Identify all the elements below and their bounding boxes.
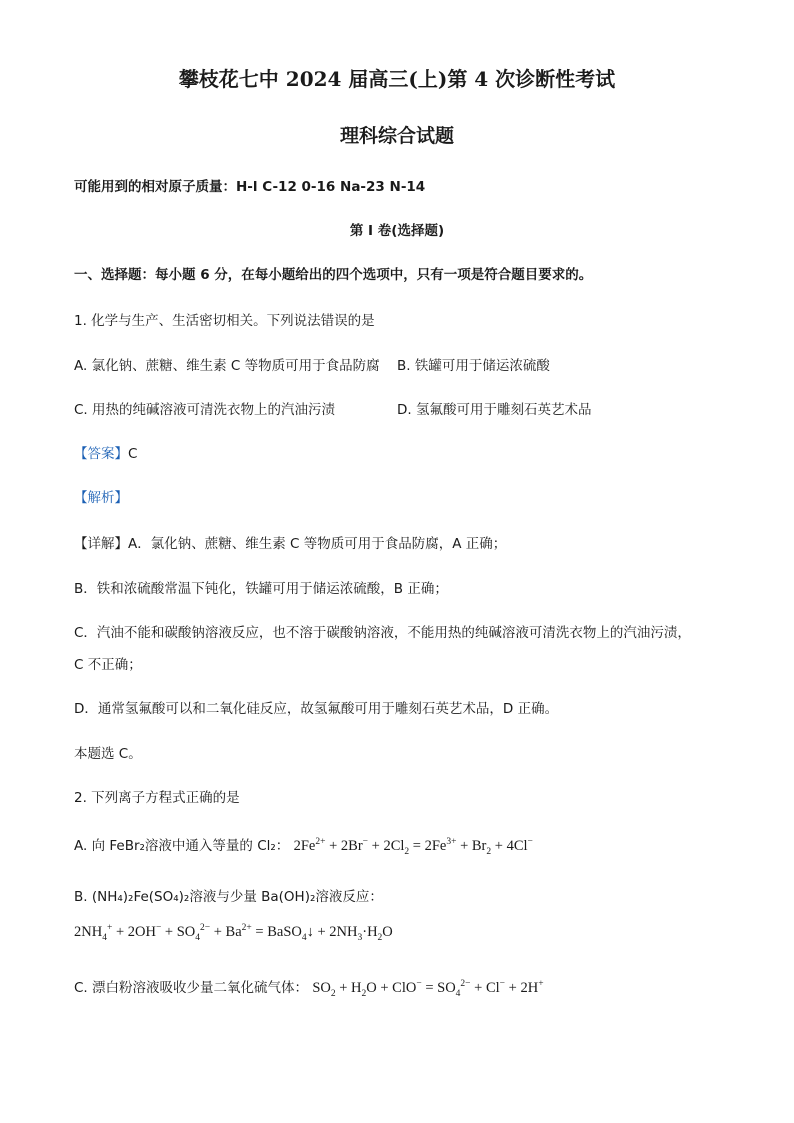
page-title: 攀枝花七中 2024 届高三(上)第 4 次诊断性考试 xyxy=(178,67,616,91)
detail-c-line1: C．汽油不能和碳酸钠溶液反应，也不溶于碳酸钠溶液，不能用热的纯碱溶液可清洗衣物上的汽油污渍， xyxy=(74,625,691,641)
question-1-stem: 1. 化学与生产、生活密切相关。下列说法错误的是 xyxy=(74,313,375,329)
atomic-masses: 可能用到的相对原子质量：H-l C-12 0-16 Na-23 N-14 xyxy=(74,179,426,195)
question-1-option-b: B. 铁罐可用于储运浓硫酸 xyxy=(397,358,550,374)
detail-d: D．通常氢氟酸可以和二氧化硅反应，故氢氟酸可用于雕刻石英艺术品，D 正确。 xyxy=(74,701,559,717)
volume-title: 第 I 卷(选择题) xyxy=(349,223,445,239)
section-heading: 一、选择题：每小题 6 分，在每小题给出的四个选项中，只有一项是符合题目要求的。 xyxy=(74,267,593,283)
equation-a: $2Fe^{2+} + 2Br^- + 2Cl_2 = 2Fe^{3+} + Br_2 + 4Cl^-$ xyxy=(293,837,533,857)
question-2-option-b: B. (NH₄)₂Fe(SO₄)₂溶液与少量 Ba(OH)₂溶液反应： xyxy=(74,889,383,905)
question-1-option-d: D. 氢氟酸可用于雕刻石英艺术品 xyxy=(397,402,592,418)
question-2-option-a xyxy=(74,837,533,855)
detail-c-line2: C 不正确； xyxy=(74,657,142,673)
analysis-tag: 【解析】 xyxy=(74,490,128,506)
answer-tag: 【答案】 xyxy=(74,446,128,462)
detail-b: B．铁和浓硫酸常温下钝化，铁罐可用于储运浓硫酸，B 正确； xyxy=(74,581,448,597)
question-1-option-a: A. 氯化钠、蔗糖、维生素 C 等物质可用于食品防腐 xyxy=(74,358,380,374)
option-a-text: A. 向 FeBr₂溶液中通入等量的 Cl₂： xyxy=(74,838,290,854)
question-2-stem: 2. 下列离子方程式正确的是 xyxy=(74,790,240,806)
conclusion: 本题选 C。 xyxy=(74,746,142,762)
equation-b: $2NH_4^+ + 2OH^- + SO_4^{2-} + Ba^{2+}$ = BaSO$_4$↓ + $2NH_3\cdot H_2O$ xyxy=(74,923,393,943)
detail-a-line xyxy=(74,535,506,553)
detail-tag: 【详解】 xyxy=(74,536,128,552)
question-1-option-c: C. 用热的纯碱溶液可清洗衣物上的汽油污渍 xyxy=(74,402,336,418)
question-2-option-c xyxy=(74,979,544,997)
answer-line xyxy=(74,445,137,463)
option-c-text: C. 漂白粉溶液吸收少量二氧化硫气体： xyxy=(74,980,309,996)
answer-value: C xyxy=(128,446,138,462)
equation-c: $SO_2 + H_2O + ClO^- = SO_4^{2-} + Cl^- + 2H^+$ xyxy=(312,979,544,999)
page-subtitle: 理科综合试题 xyxy=(339,125,454,147)
detail-a: A．氯化钠、蔗糖、维生素 C 等物质可用于食品防腐，A 正确； xyxy=(128,536,507,552)
